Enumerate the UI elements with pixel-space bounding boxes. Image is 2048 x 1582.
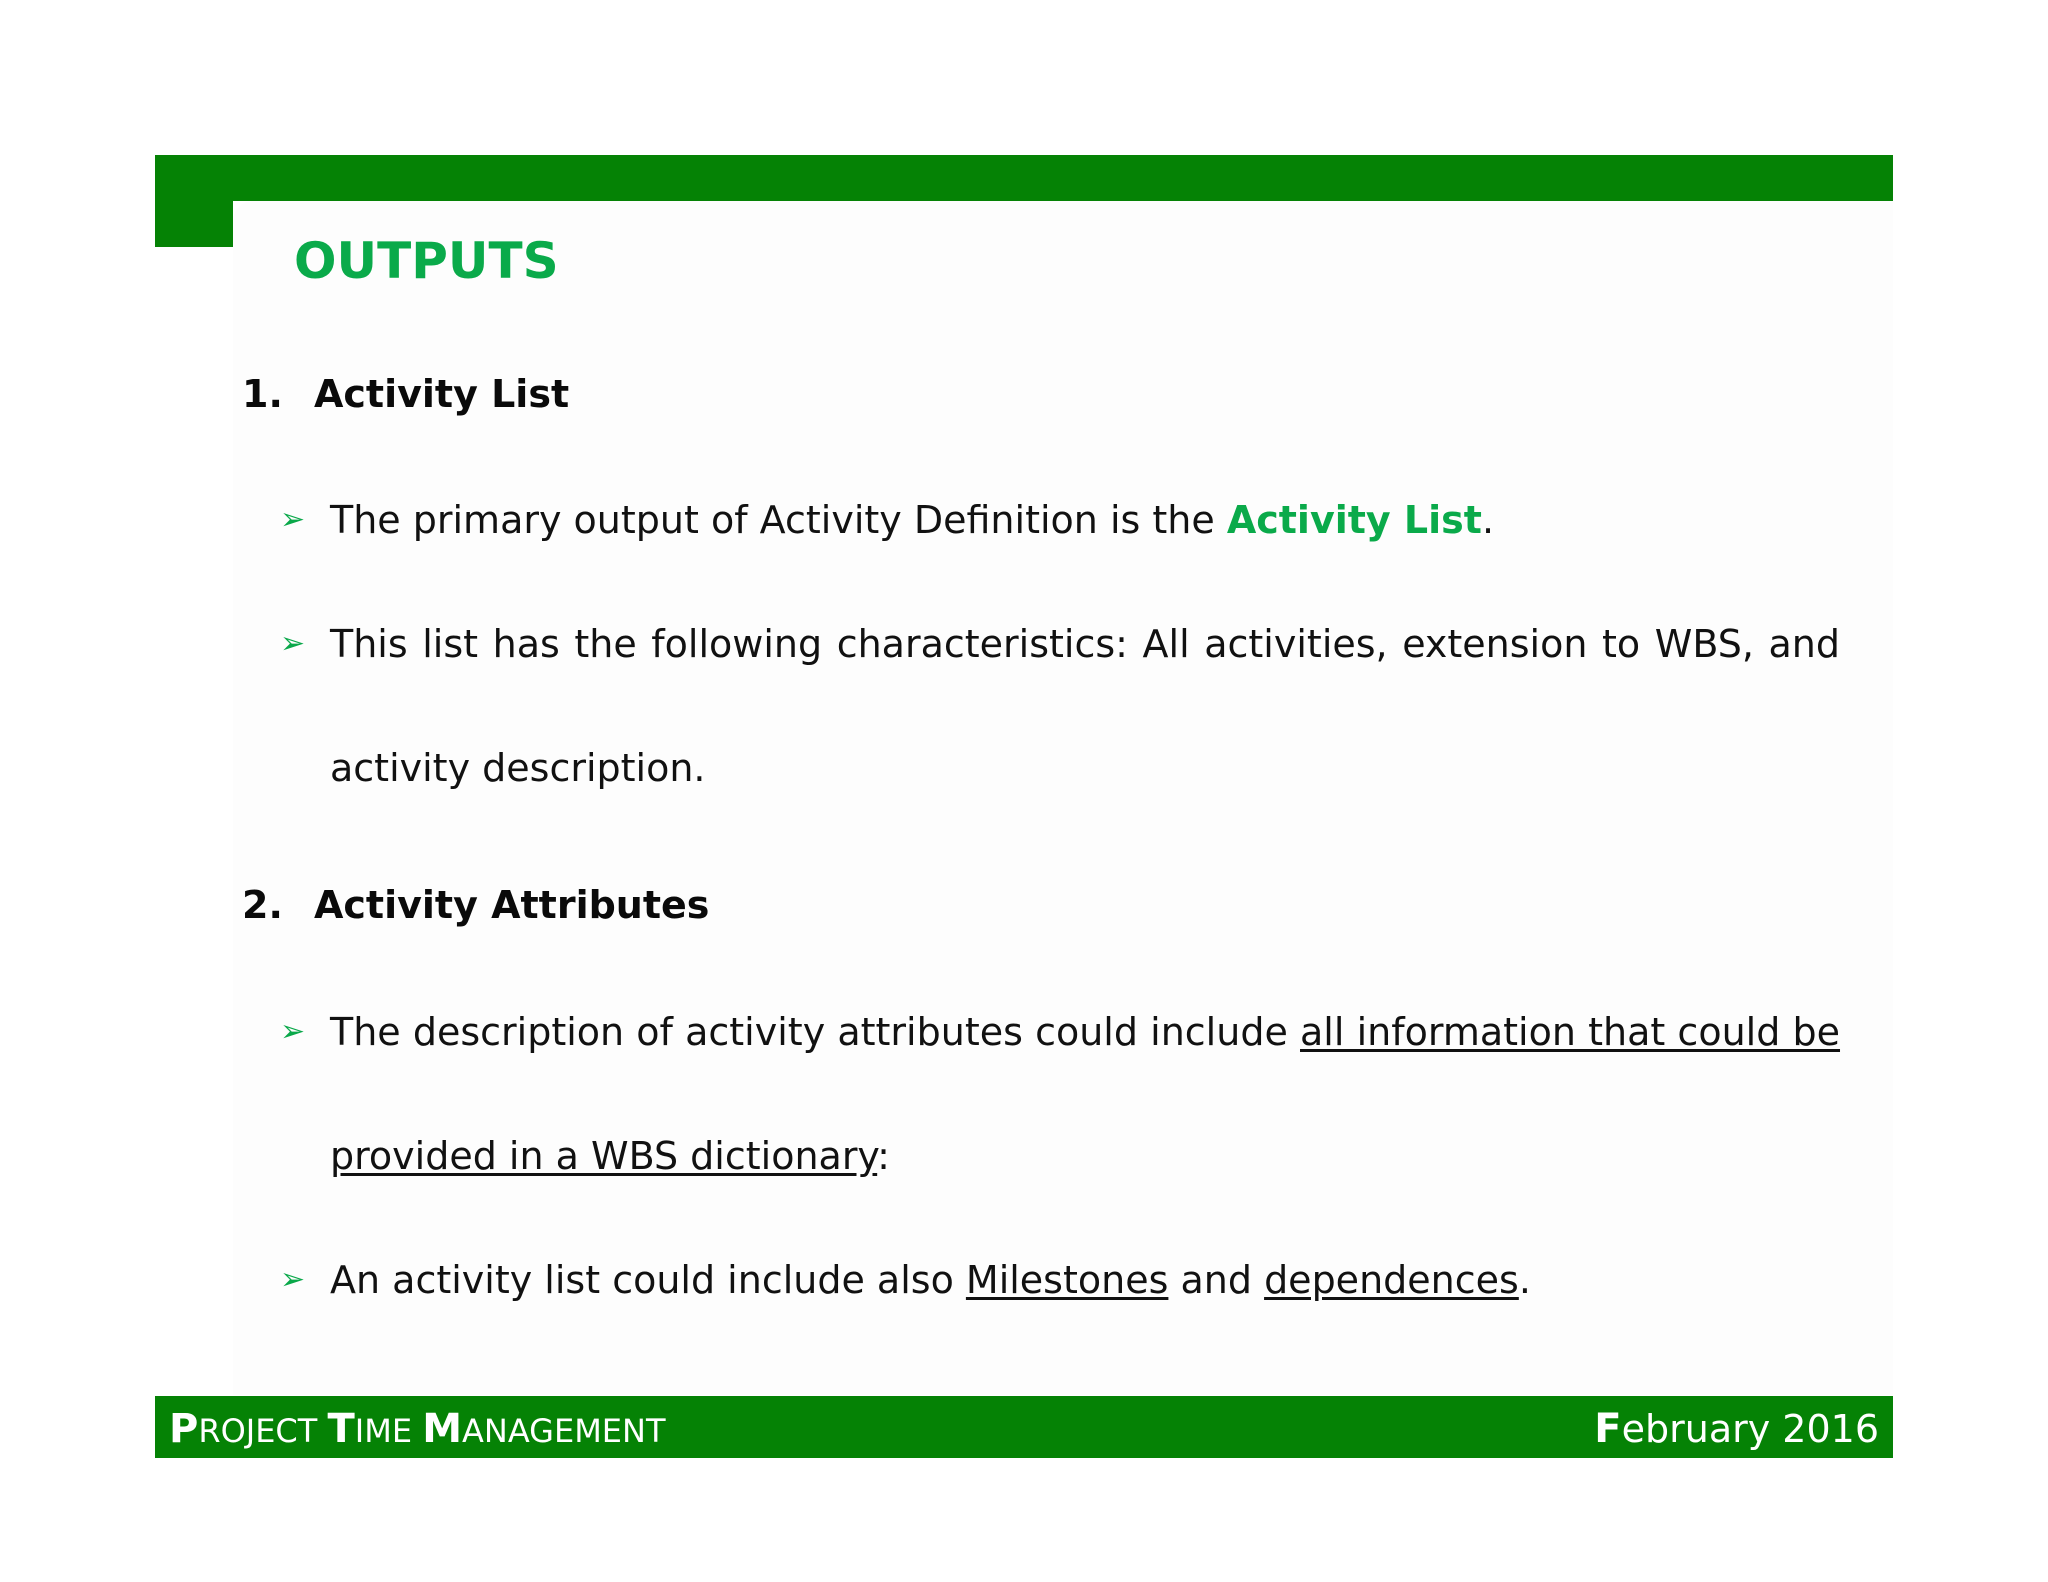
bullet-item (280, 582, 1840, 830)
bullet-text: An activity list could include also Milestones and dependences. (330, 1258, 1531, 1302)
arrow-bullet-icon: ➢ (280, 1262, 306, 1297)
header-bar (155, 155, 1893, 201)
footer-bar (155, 1396, 1893, 1458)
arrow-bullet-icon: ➢ (280, 626, 306, 661)
underlined-milestones: Milestones (965, 1258, 1169, 1302)
section-heading-activity-attributes (242, 883, 709, 927)
arrow-bullet-icon: ➢ (280, 502, 306, 537)
section-number: 1. (242, 372, 283, 416)
bullet-item (280, 458, 1840, 582)
slide-title: OUTPUTS (294, 232, 559, 290)
section-heading-activity-list (242, 372, 569, 416)
header-bar-tab (155, 195, 233, 247)
footer-date: February 2016 (1594, 1406, 1879, 1452)
bullet-text: The description of activity attributes could include all information that could be provided in a WBS dictionary: (330, 1010, 1841, 1178)
section-heading-label: Activity Attributes (314, 883, 710, 927)
underlined-dependences: dependences (1264, 1258, 1519, 1302)
section-heading-label: Activity List (314, 372, 570, 416)
section-number: 2. (242, 883, 283, 927)
underlined-phrase: all information that could be provided in a WBS dictionary (330, 1010, 1841, 1178)
bullet-text: The primary output of Activity Definition is the Activity List. (330, 498, 1495, 542)
bullet-item (280, 970, 1840, 1218)
highlighted-term: Activity List (1226, 498, 1482, 542)
arrow-bullet-icon: ➢ (280, 1014, 306, 1049)
bullet-text: This list has the following characteristics: All activities, extension to WBS, and activity description. (330, 622, 1840, 790)
bullet-item (280, 1218, 1840, 1342)
footer-course-title: PROJECT TIME MANAGEMENT (169, 1406, 666, 1452)
